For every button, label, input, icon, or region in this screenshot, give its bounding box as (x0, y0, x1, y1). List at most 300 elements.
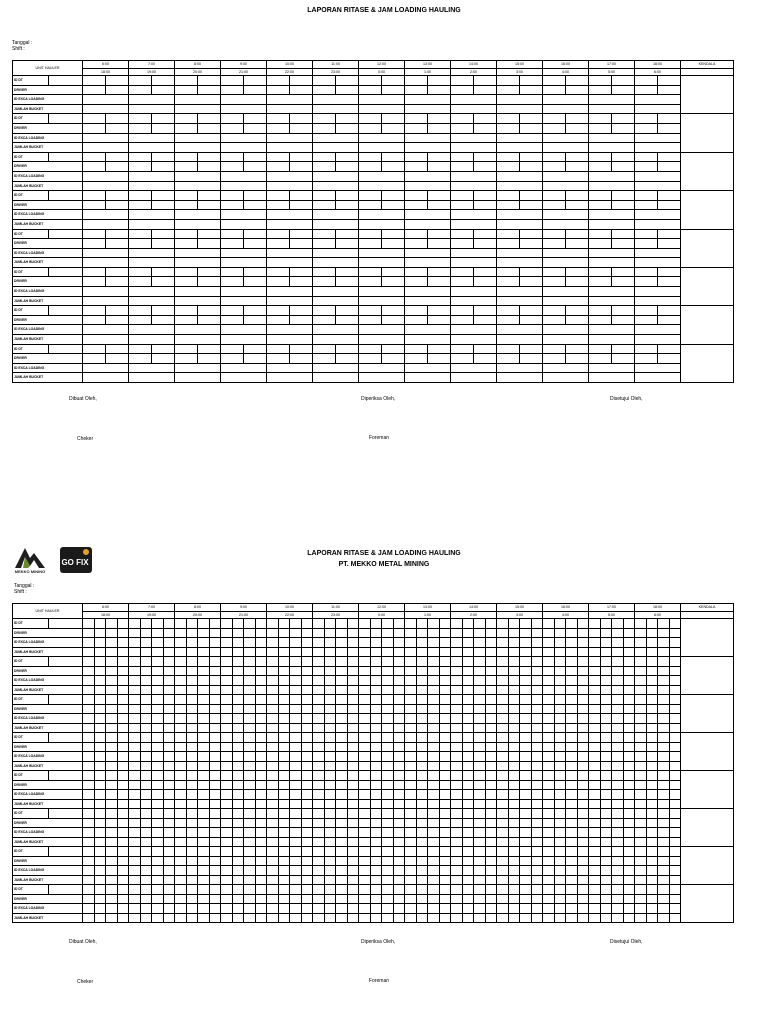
entry-cell[interactable] (497, 742, 509, 752)
entry-cell[interactable] (600, 780, 612, 790)
entry-cell[interactable] (451, 904, 463, 914)
entry-cell[interactable] (244, 885, 256, 895)
entry-cell[interactable] (129, 210, 175, 220)
entry-cell[interactable] (474, 733, 486, 743)
entry-cell[interactable] (577, 875, 589, 885)
entry-cell[interactable] (163, 704, 175, 714)
entry-cell[interactable] (474, 837, 486, 847)
entry-cell[interactable] (416, 638, 428, 648)
entry-cell[interactable] (175, 818, 187, 828)
entry-cell[interactable] (313, 847, 325, 857)
entry-cell[interactable] (347, 780, 359, 790)
entry-cell[interactable] (209, 875, 221, 885)
entry-cell[interactable] (359, 847, 371, 857)
entry-cell[interactable] (451, 752, 463, 762)
entry-cell[interactable] (577, 695, 589, 705)
entry-cell[interactable] (129, 695, 141, 705)
entry-cell[interactable] (508, 676, 520, 686)
entry-cell[interactable] (186, 685, 198, 695)
entry-cell[interactable] (393, 790, 405, 800)
entry-cell[interactable] (83, 114, 106, 124)
entry-cell[interactable] (612, 306, 635, 316)
entry-cell[interactable] (646, 904, 658, 914)
entry-cell[interactable] (255, 847, 267, 857)
entry-cell[interactable] (221, 267, 244, 277)
entry-cell[interactable] (520, 742, 532, 752)
entry-cell[interactable] (359, 856, 371, 866)
entry-cell[interactable] (382, 818, 394, 828)
entry-cell[interactable] (175, 354, 198, 364)
entry-cell[interactable] (623, 733, 635, 743)
entry-cell[interactable] (428, 239, 451, 249)
entry-cell[interactable] (129, 885, 141, 895)
entry-cell[interactable] (255, 666, 267, 676)
entry-cell[interactable] (589, 647, 601, 657)
entry-cell[interactable] (405, 904, 417, 914)
entry-cell[interactable] (405, 752, 417, 762)
entry-cell[interactable] (428, 657, 440, 667)
entry-cell[interactable] (635, 248, 681, 258)
entry-cell[interactable] (255, 723, 267, 733)
entry-cell[interactable] (255, 809, 267, 819)
entry-cell[interactable] (313, 885, 325, 895)
entry-cell[interactable] (106, 856, 118, 866)
entry-cell[interactable] (301, 638, 313, 648)
entry-cell[interactable] (129, 335, 175, 345)
entry-cell[interactable] (623, 619, 635, 629)
entry-cell[interactable] (543, 628, 555, 638)
entry-cell[interactable] (313, 809, 325, 819)
entry-cell[interactable] (175, 114, 198, 124)
entry-cell[interactable] (359, 277, 382, 287)
entry-cell[interactable] (244, 875, 256, 885)
entry-cell[interactable] (186, 856, 198, 866)
entry-cell[interactable] (658, 200, 681, 210)
entry-cell[interactable] (520, 733, 532, 743)
entry-cell[interactable] (543, 676, 555, 686)
entry-cell[interactable] (209, 771, 221, 781)
entry-cell[interactable] (589, 676, 601, 686)
entry-cell[interactable] (94, 904, 106, 914)
entry-cell[interactable] (117, 790, 129, 800)
entry-cell[interactable] (508, 695, 520, 705)
entry-cell[interactable] (635, 761, 647, 771)
entry-cell[interactable] (623, 695, 635, 705)
entry-cell[interactable] (462, 619, 474, 629)
unit-id-cell[interactable] (49, 771, 83, 781)
entry-cell[interactable] (531, 799, 543, 809)
entry-cell[interactable] (336, 277, 359, 287)
entry-cell[interactable] (244, 733, 256, 743)
entry-cell[interactable] (117, 628, 129, 638)
entry-cell[interactable] (221, 133, 267, 143)
entry-cell[interactable] (520, 818, 532, 828)
entry-cell[interactable] (520, 647, 532, 657)
entry-cell[interactable] (393, 752, 405, 762)
entry-cell[interactable] (451, 837, 463, 847)
entry-cell[interactable] (163, 847, 175, 857)
entry-cell[interactable] (255, 657, 267, 667)
entry-cell[interactable] (209, 666, 221, 676)
entry-cell[interactable] (152, 152, 175, 162)
entry-cell[interactable] (336, 771, 348, 781)
entry-cell[interactable] (186, 790, 198, 800)
entry-cell[interactable] (543, 363, 589, 373)
entry-cell[interactable] (531, 904, 543, 914)
entry-cell[interactable] (531, 752, 543, 762)
entry-cell[interactable] (428, 847, 440, 857)
entry-cell[interactable] (393, 771, 405, 781)
entry-cell[interactable] (129, 657, 141, 667)
entry-cell[interactable] (117, 657, 129, 667)
entry-cell[interactable] (600, 837, 612, 847)
entry-cell[interactable] (336, 780, 348, 790)
entry-cell[interactable] (577, 790, 589, 800)
entry-cell[interactable] (278, 704, 290, 714)
entry-cell[interactable] (244, 752, 256, 762)
entry-cell[interactable] (347, 619, 359, 629)
entry-cell[interactable] (83, 143, 129, 153)
entry-cell[interactable] (566, 837, 578, 847)
entry-cell[interactable] (359, 239, 382, 249)
entry-cell[interactable] (209, 619, 221, 629)
entry-cell[interactable] (313, 828, 325, 838)
entry-cell[interactable] (382, 752, 394, 762)
entry-cell[interactable] (462, 856, 474, 866)
entry-cell[interactable] (140, 799, 152, 809)
entry-cell[interactable] (324, 866, 336, 876)
entry-cell[interactable] (485, 913, 497, 923)
entry-cell[interactable] (290, 913, 302, 923)
entry-cell[interactable] (451, 894, 463, 904)
entry-cell[interactable] (635, 685, 647, 695)
entry-cell[interactable] (497, 76, 520, 86)
entry-cell[interactable] (359, 714, 371, 724)
entry-cell[interactable] (83, 761, 95, 771)
entry-cell[interactable] (439, 904, 451, 914)
entry-cell[interactable] (83, 790, 95, 800)
entry-cell[interactable] (577, 733, 589, 743)
entry-cell[interactable] (623, 723, 635, 733)
entry-cell[interactable] (600, 685, 612, 695)
entry-cell[interactable] (508, 904, 520, 914)
entry-cell[interactable] (577, 866, 589, 876)
entry-cell[interactable] (221, 799, 233, 809)
entry-cell[interactable] (347, 913, 359, 923)
entry-cell[interactable] (589, 76, 612, 86)
entry-cell[interactable] (221, 837, 233, 847)
entry-cell[interactable] (301, 847, 313, 857)
entry-cell[interactable] (531, 657, 543, 667)
entry-cell[interactable] (83, 133, 129, 143)
entry-cell[interactable] (589, 913, 601, 923)
entry-cell[interactable] (359, 373, 405, 383)
entry-cell[interactable] (255, 742, 267, 752)
entry-cell[interactable] (543, 638, 555, 648)
entry-cell[interactable] (267, 723, 279, 733)
entry-cell[interactable] (359, 742, 371, 752)
entry-cell[interactable] (244, 904, 256, 914)
entry-cell[interactable] (221, 287, 267, 297)
entry-cell[interactable] (405, 828, 417, 838)
entry-cell[interactable] (152, 866, 164, 876)
entry-cell[interactable] (232, 828, 244, 838)
entry-cell[interactable] (405, 866, 417, 876)
entry-cell[interactable] (267, 152, 290, 162)
entry-cell[interactable] (612, 752, 624, 762)
entry-cell[interactable] (543, 733, 555, 743)
entry-cell[interactable] (405, 325, 451, 335)
entry-cell[interactable] (531, 638, 543, 648)
entry-cell[interactable] (324, 723, 336, 733)
entry-cell[interactable] (221, 171, 267, 181)
entry-cell[interactable] (175, 181, 221, 191)
entry-cell[interactable] (267, 837, 279, 847)
entry-cell[interactable] (255, 780, 267, 790)
entry-cell[interactable] (382, 780, 394, 790)
entry-cell[interactable] (658, 191, 681, 201)
entry-cell[interactable] (278, 790, 290, 800)
entry-cell[interactable] (209, 638, 221, 648)
entry-cell[interactable] (370, 666, 382, 676)
entry-cell[interactable] (566, 344, 589, 354)
entry-cell[interactable] (658, 837, 670, 847)
entry-cell[interactable] (497, 335, 543, 345)
entry-cell[interactable] (531, 790, 543, 800)
entry-cell[interactable] (646, 790, 658, 800)
entry-cell[interactable] (244, 647, 256, 657)
entry-cell[interactable] (428, 123, 451, 133)
entry-cell[interactable] (428, 913, 440, 923)
entry-cell[interactable] (336, 191, 359, 201)
entry-cell[interactable] (106, 904, 118, 914)
entry-cell[interactable] (209, 714, 221, 724)
entry-cell[interactable] (658, 306, 681, 316)
entry-cell[interactable] (94, 733, 106, 743)
entry-cell[interactable] (140, 685, 152, 695)
entry-cell[interactable] (221, 306, 244, 316)
entry-cell[interactable] (623, 856, 635, 866)
entry-cell[interactable] (658, 704, 670, 714)
entry-cell[interactable] (531, 837, 543, 847)
entry-cell[interactable] (313, 191, 336, 201)
entry-cell[interactable] (175, 191, 198, 201)
entry-cell[interactable] (439, 676, 451, 686)
entry-cell[interactable] (324, 676, 336, 686)
entry-cell[interactable] (566, 666, 578, 676)
entry-cell[interactable] (428, 856, 440, 866)
entry-cell[interactable] (589, 104, 635, 114)
entry-cell[interactable] (485, 676, 497, 686)
entry-cell[interactable] (209, 657, 221, 667)
entry-cell[interactable] (589, 306, 612, 316)
entry-cell[interactable] (543, 856, 555, 866)
entry-cell[interactable] (209, 866, 221, 876)
entry-cell[interactable] (244, 866, 256, 876)
entry-cell[interactable] (186, 809, 198, 819)
entry-cell[interactable] (267, 162, 290, 172)
entry-cell[interactable] (359, 685, 371, 695)
entry-cell[interactable] (278, 695, 290, 705)
entry-cell[interactable] (152, 267, 175, 277)
entry-cell[interactable] (301, 913, 313, 923)
entry-cell[interactable] (232, 695, 244, 705)
entry-cell[interactable] (566, 856, 578, 866)
entry-cell[interactable] (83, 344, 106, 354)
entry-cell[interactable] (589, 152, 612, 162)
entry-cell[interactable] (175, 894, 187, 904)
entry-cell[interactable] (347, 875, 359, 885)
entry-cell[interactable] (554, 771, 566, 781)
entry-cell[interactable] (612, 657, 624, 667)
entry-cell[interactable] (163, 837, 175, 847)
entry-cell[interactable] (347, 856, 359, 866)
entry-cell[interactable] (175, 335, 221, 345)
entry-cell[interactable] (439, 847, 451, 857)
entry-cell[interactable] (669, 761, 681, 771)
entry-cell[interactable] (669, 666, 681, 676)
entry-cell[interactable] (359, 657, 371, 667)
entry-cell[interactable] (175, 761, 187, 771)
entry-cell[interactable] (117, 818, 129, 828)
entry-cell[interactable] (485, 647, 497, 657)
entry-cell[interactable] (140, 714, 152, 724)
entry-cell[interactable] (474, 619, 486, 629)
entry-cell[interactable] (428, 799, 440, 809)
entry-cell[interactable] (117, 885, 129, 895)
entry-cell[interactable] (267, 373, 313, 383)
entry-cell[interactable] (646, 856, 658, 866)
entry-cell[interactable] (393, 723, 405, 733)
entry-cell[interactable] (267, 296, 313, 306)
entry-cell[interactable] (635, 296, 681, 306)
entry-cell[interactable] (405, 248, 451, 258)
kendala-cell[interactable] (681, 847, 734, 885)
entry-cell[interactable] (646, 685, 658, 695)
entry-cell[interactable] (313, 95, 359, 105)
entry-cell[interactable] (497, 85, 520, 95)
entry-cell[interactable] (393, 904, 405, 914)
kendala-cell[interactable] (681, 306, 734, 344)
entry-cell[interactable] (439, 761, 451, 771)
unit-id-cell[interactable] (49, 76, 83, 86)
entry-cell[interactable] (313, 723, 325, 733)
entry-cell[interactable] (221, 181, 267, 191)
entry-cell[interactable] (198, 676, 210, 686)
entry-cell[interactable] (359, 771, 371, 781)
entry-cell[interactable] (474, 191, 497, 201)
entry-cell[interactable] (508, 657, 520, 667)
entry-cell[interactable] (290, 229, 313, 239)
entry-cell[interactable] (589, 219, 635, 229)
entry-cell[interactable] (577, 904, 589, 914)
unit-id-cell[interactable] (49, 191, 83, 201)
entry-cell[interactable] (244, 771, 256, 781)
entry-cell[interactable] (393, 657, 405, 667)
entry-cell[interactable] (451, 799, 463, 809)
entry-cell[interactable] (221, 325, 267, 335)
entry-cell[interactable] (393, 638, 405, 648)
entry-cell[interactable] (336, 828, 348, 838)
entry-cell[interactable] (543, 344, 566, 354)
entry-cell[interactable] (347, 657, 359, 667)
entry-cell[interactable] (152, 76, 175, 86)
entry-cell[interactable] (198, 761, 210, 771)
entry-cell[interactable] (497, 714, 509, 724)
entry-cell[interactable] (497, 752, 509, 762)
entry-cell[interactable] (152, 894, 164, 904)
entry-cell[interactable] (612, 666, 624, 676)
entry-cell[interactable] (175, 315, 198, 325)
entry-cell[interactable] (290, 152, 313, 162)
entry-cell[interactable] (531, 704, 543, 714)
entry-cell[interactable] (336, 818, 348, 828)
entry-cell[interactable] (405, 647, 417, 657)
entry-cell[interactable] (186, 742, 198, 752)
entry-cell[interactable] (209, 704, 221, 714)
entry-cell[interactable] (405, 95, 451, 105)
entry-cell[interactable] (152, 837, 164, 847)
entry-cell[interactable] (589, 837, 601, 847)
entry-cell[interactable] (209, 885, 221, 895)
entry-cell[interactable] (198, 809, 210, 819)
entry-cell[interactable] (543, 818, 555, 828)
entry-cell[interactable] (278, 666, 290, 676)
entry-cell[interactable] (635, 258, 681, 268)
entry-cell[interactable] (186, 837, 198, 847)
entry-cell[interactable] (485, 742, 497, 752)
entry-cell[interactable] (554, 780, 566, 790)
entry-cell[interactable] (497, 277, 520, 287)
entry-cell[interactable] (175, 248, 221, 258)
entry-cell[interactable] (106, 875, 118, 885)
entry-cell[interactable] (129, 85, 152, 95)
entry-cell[interactable] (324, 742, 336, 752)
entry-cell[interactable] (324, 647, 336, 657)
entry-cell[interactable] (612, 277, 635, 287)
entry-cell[interactable] (347, 752, 359, 762)
entry-cell[interactable] (244, 723, 256, 733)
entry-cell[interactable] (83, 258, 129, 268)
entry-cell[interactable] (658, 676, 670, 686)
entry-cell[interactable] (577, 885, 589, 895)
entry-cell[interactable] (474, 704, 486, 714)
entry-cell[interactable] (232, 790, 244, 800)
entry-cell[interactable] (140, 904, 152, 914)
entry-cell[interactable] (497, 799, 509, 809)
entry-cell[interactable] (83, 315, 106, 325)
entry-cell[interactable] (255, 647, 267, 657)
entry-cell[interactable] (612, 647, 624, 657)
entry-cell[interactable] (94, 704, 106, 714)
entry-cell[interactable] (635, 95, 681, 105)
entry-cell[interactable] (635, 85, 658, 95)
entry-cell[interactable] (554, 638, 566, 648)
entry-cell[interactable] (405, 628, 417, 638)
entry-cell[interactable] (554, 695, 566, 705)
entry-cell[interactable] (405, 315, 428, 325)
entry-cell[interactable] (600, 771, 612, 781)
entry-cell[interactable] (232, 704, 244, 714)
entry-cell[interactable] (106, 818, 118, 828)
entry-cell[interactable] (94, 666, 106, 676)
entry-cell[interactable] (152, 752, 164, 762)
entry-cell[interactable] (669, 742, 681, 752)
entry-cell[interactable] (301, 628, 313, 638)
entry-cell[interactable] (163, 818, 175, 828)
entry-cell[interactable] (508, 837, 520, 847)
entry-cell[interactable] (301, 761, 313, 771)
